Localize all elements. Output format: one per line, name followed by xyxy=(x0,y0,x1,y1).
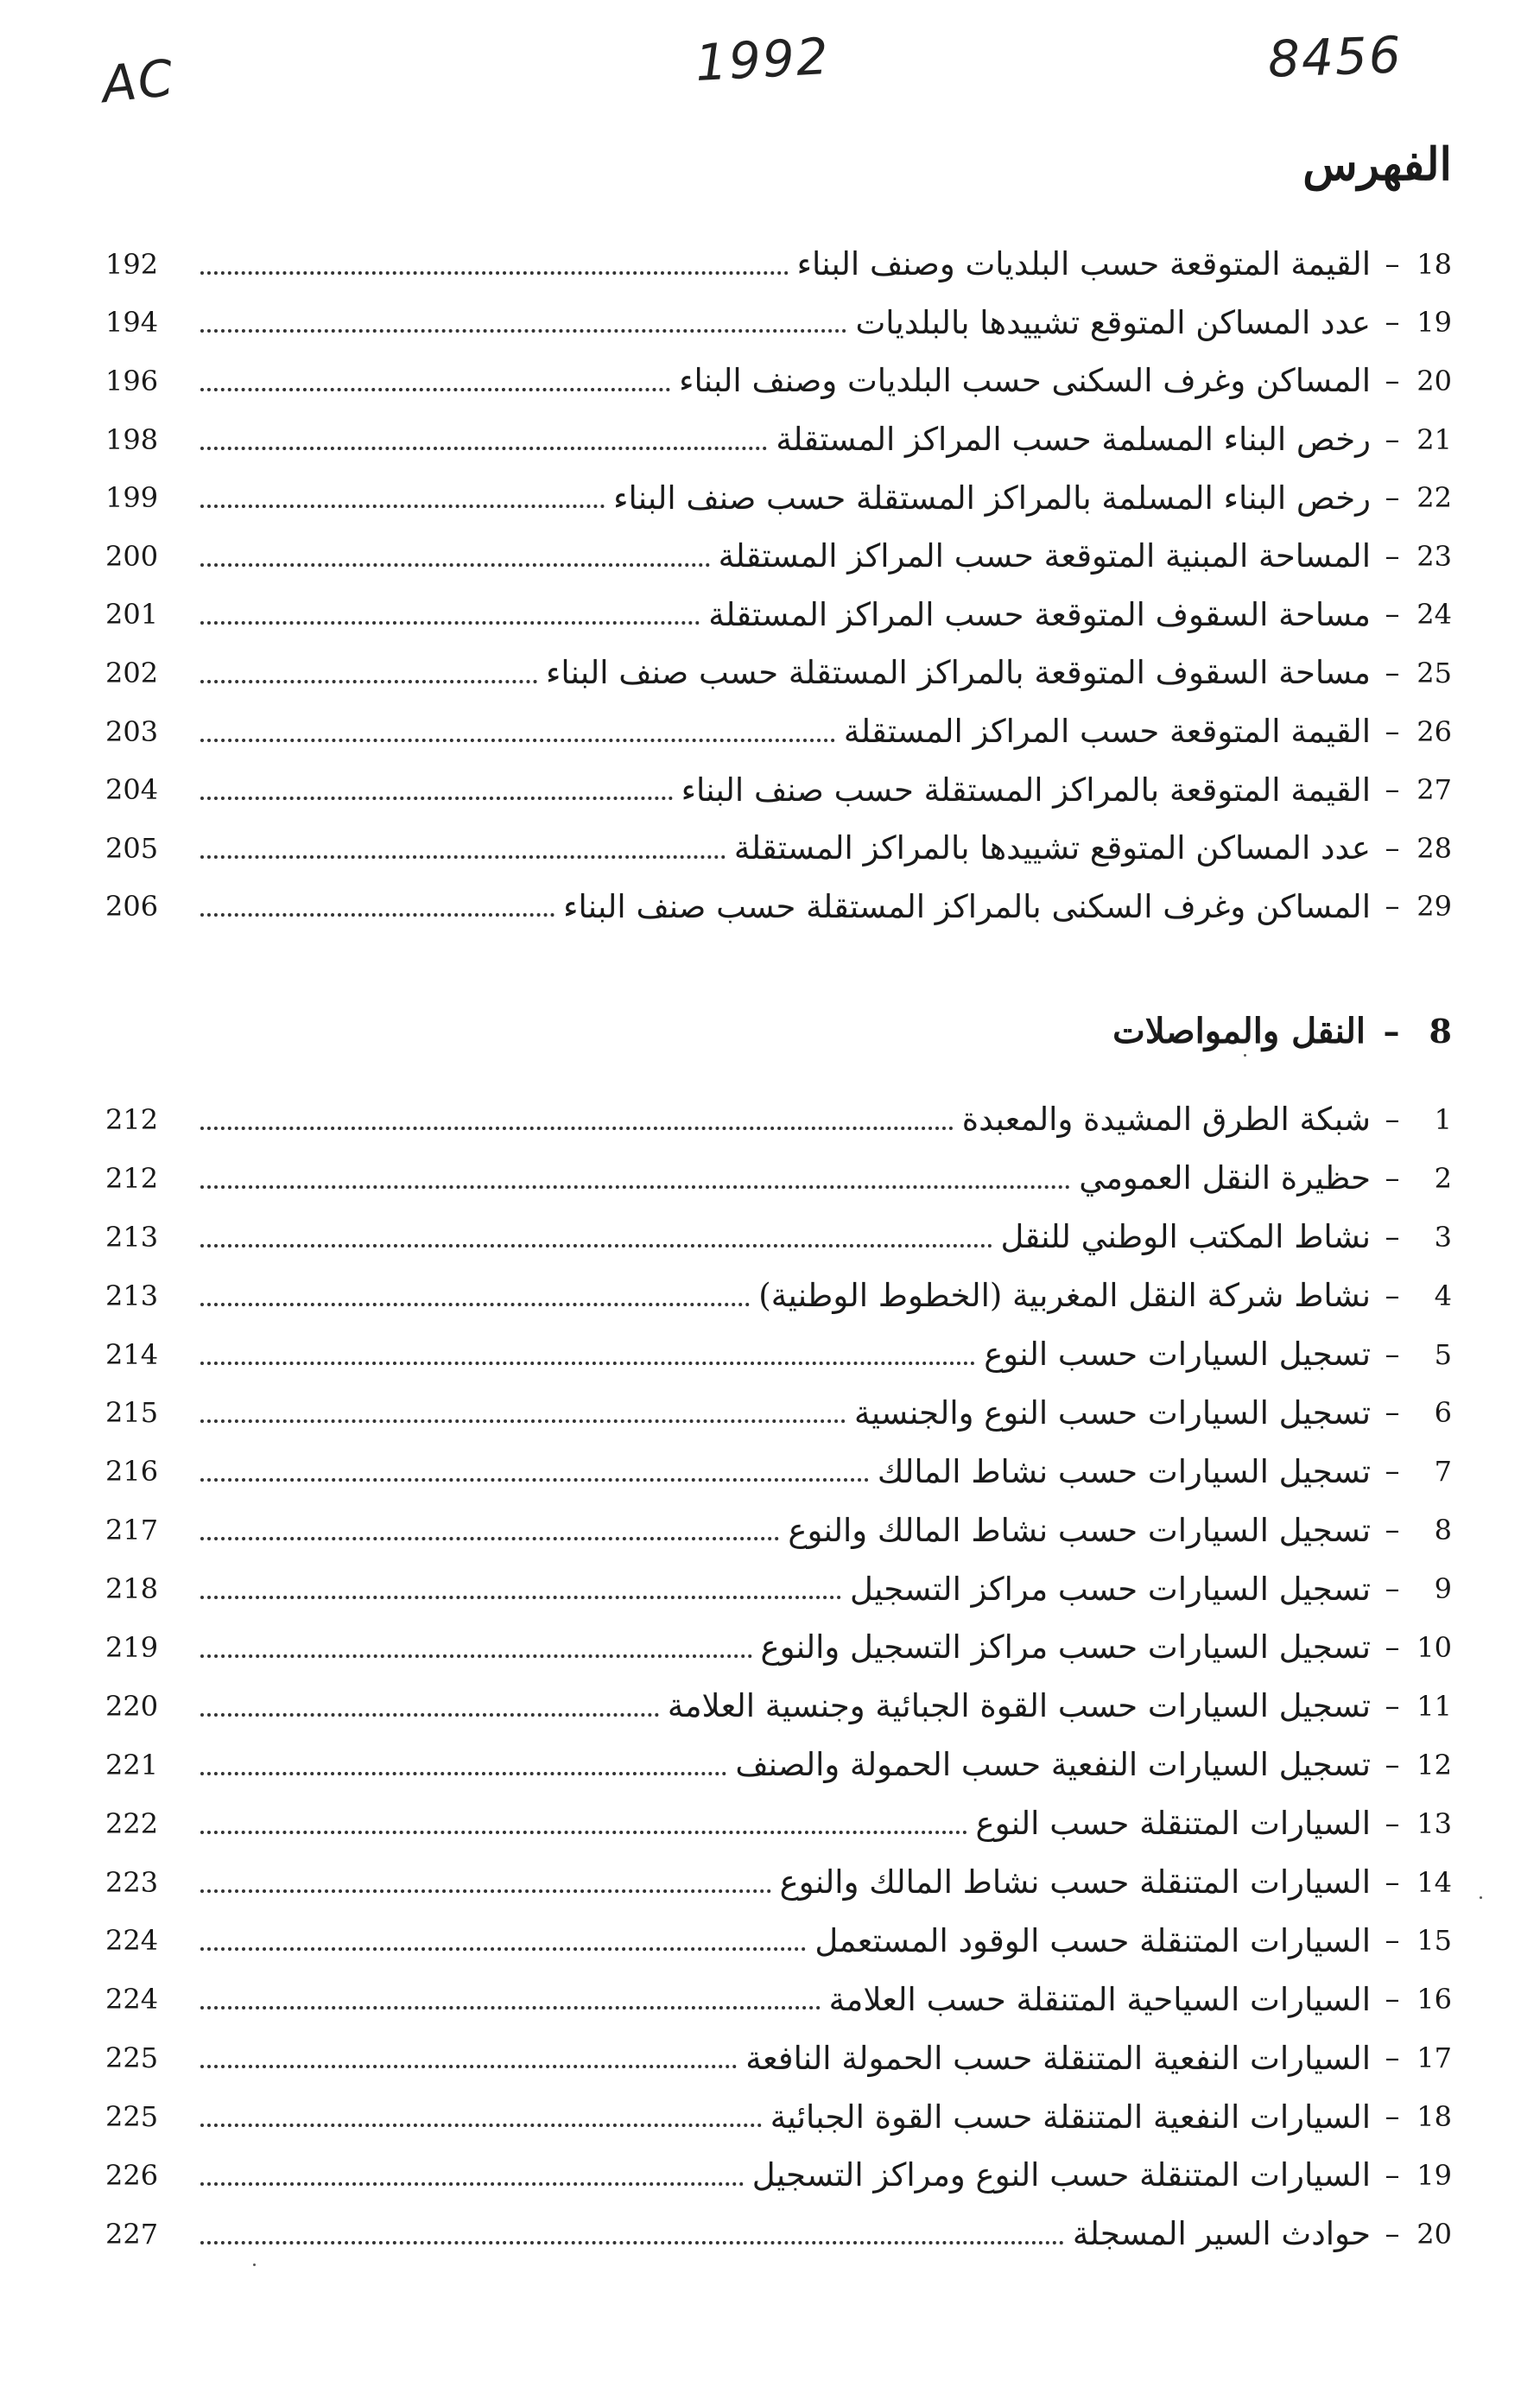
dot-leader xyxy=(200,2006,821,2010)
toc-entry xyxy=(105,1970,1452,2029)
dot-leader xyxy=(200,1419,846,1423)
entry-page-number: 226 xyxy=(105,2158,159,2192)
toc-entry xyxy=(105,352,1452,410)
entry-dash: – xyxy=(1385,2157,1400,2193)
entry-number: 18 xyxy=(1416,247,1452,281)
dot-leader xyxy=(200,2124,762,2127)
dot-leader xyxy=(200,680,537,683)
entry-title: تسجيل السيارات حسب النوع xyxy=(984,1336,1371,1373)
entry-dash: – xyxy=(1385,1513,1400,1548)
dot-leader xyxy=(200,1362,975,1365)
toc-entry xyxy=(105,1267,1452,1325)
entry-title: شبكة الطرق المشيدة والمعبدة xyxy=(961,1101,1371,1139)
entry-number: 21 xyxy=(1416,422,1452,456)
dot-leader xyxy=(200,2182,744,2186)
entry-title: تسجيل السيارات حسب مراكز التسجيل xyxy=(850,1570,1371,1608)
entry-title: القيمة المتوقعة بالمراكز المستقلة حسب صنف البناء xyxy=(681,771,1371,809)
entry-page-number: 202 xyxy=(105,656,159,689)
entry-title: السيارات النفعية المتنقلة حسب القوة الجبائية xyxy=(770,2098,1371,2136)
dot-leader xyxy=(200,1127,954,1130)
toc-entry xyxy=(105,819,1452,878)
entry-page-number: 212 xyxy=(105,1161,159,1195)
entry-page-number: 223 xyxy=(105,1865,159,1899)
entry-title: تسجيل السيارات حسب مراكز التسجيل والنوع xyxy=(760,1629,1371,1667)
entry-page-number: 205 xyxy=(105,831,159,865)
entry-dash: – xyxy=(1385,1982,1400,2017)
toc-entry xyxy=(105,702,1452,761)
entry-number: 19 xyxy=(1416,2158,1452,2192)
entry-page-number: 201 xyxy=(105,598,159,632)
entry-page-number: 215 xyxy=(105,1396,159,1430)
entry-number: 6 xyxy=(1434,1396,1452,1430)
entry-number: 7 xyxy=(1434,1455,1452,1489)
entry-title: تسجيل السيارات حسب نشاط المالك xyxy=(877,1452,1371,1490)
dot-leader xyxy=(200,1713,659,1717)
toc-entry xyxy=(105,1736,1452,1794)
dot-leader xyxy=(200,505,605,508)
entry-number: 13 xyxy=(1416,1806,1452,1840)
entry-dash: – xyxy=(1385,1278,1400,1313)
entry-dash: – xyxy=(1385,1629,1400,1665)
entry-title: نشاط المكتب الوطني للنقل xyxy=(1000,1218,1371,1256)
section-8-dash: – xyxy=(1383,1012,1400,1051)
entry-number: 19 xyxy=(1416,306,1452,340)
entry-page-number: 221 xyxy=(105,1748,159,1781)
toc-entry xyxy=(105,1559,1452,1618)
entry-title: نشاط شركة النقل المغربية (الخطوط الوطنية) xyxy=(758,1277,1371,1315)
dot-leader xyxy=(200,1537,779,1540)
section-8-heading xyxy=(1112,1011,1452,1051)
toc-entry xyxy=(105,586,1452,644)
handwritten-note-right: 8456 xyxy=(1266,25,1404,89)
entry-title: عدد المساكن المتوقع تشييدها بالمراكز المستقلة xyxy=(733,829,1371,867)
entry-dash: – xyxy=(1385,363,1400,398)
entry-title: مساحة السقوف المتوقعة حسب المراكز المستقلة xyxy=(708,595,1371,633)
entry-page-number: 217 xyxy=(105,1514,159,1547)
entry-dash: – xyxy=(1385,305,1400,340)
dot-leader xyxy=(200,1185,1070,1189)
handwritten-note-center: 1992 xyxy=(694,26,832,93)
toc-entry xyxy=(105,1442,1452,1501)
entry-dash: – xyxy=(1385,2216,1400,2251)
entry-page-number: 219 xyxy=(105,1630,159,1664)
entry-title: السيارات المتنقلة حسب نشاط المالك والنوع xyxy=(779,1863,1371,1902)
toc-list-section-7 xyxy=(105,235,1452,936)
entry-title: تسجيل السيارات النفعية حسب الحمولة والصنف xyxy=(735,1746,1371,1784)
entry-number: 15 xyxy=(1416,1924,1452,1958)
entry-page-number: 213 xyxy=(105,1279,159,1312)
toc-entry xyxy=(105,527,1452,586)
entry-number: 20 xyxy=(1416,364,1452,397)
entry-page-number: 224 xyxy=(105,1924,159,1958)
section-8-title: النقل والمواصلات xyxy=(1112,1011,1366,1051)
entry-number: 11 xyxy=(1416,1689,1452,1723)
toc-entry xyxy=(105,1149,1452,1208)
entry-number: 1 xyxy=(1434,1102,1452,1136)
toc-entry xyxy=(105,1501,1452,1559)
toc-entry xyxy=(105,2205,1452,2263)
entry-dash: – xyxy=(1385,538,1400,574)
entry-dash: – xyxy=(1385,1454,1400,1489)
toc-entry xyxy=(105,644,1452,702)
entry-page-number: 225 xyxy=(105,2041,159,2075)
entry-number: 26 xyxy=(1416,714,1452,748)
toc-entry xyxy=(105,1677,1452,1736)
toc-entry xyxy=(105,760,1452,819)
entry-number: 22 xyxy=(1416,481,1452,515)
entry-title: عدد المساكن المتوقع تشييدها بالبلديات xyxy=(855,303,1371,341)
entry-dash: – xyxy=(1385,714,1400,749)
entry-dash: – xyxy=(1385,1571,1400,1607)
entry-number: 17 xyxy=(1416,2041,1452,2075)
dot-leader xyxy=(200,2065,737,2068)
dot-leader xyxy=(200,1831,967,1834)
entry-page-number: 224 xyxy=(105,1983,159,2016)
entry-number: 5 xyxy=(1434,1337,1452,1371)
entry-dash: – xyxy=(1385,1337,1400,1372)
scan-speck xyxy=(1244,1054,1246,1057)
entry-dash: – xyxy=(1385,1395,1400,1431)
dot-leader xyxy=(200,1947,806,1951)
entry-dash: – xyxy=(1385,1864,1400,1900)
entry-number: 16 xyxy=(1416,1983,1452,2016)
entry-dash: – xyxy=(1385,597,1400,632)
entry-title: السيارات المتنقلة حسب النوع xyxy=(975,1805,1371,1843)
entry-page-number: 225 xyxy=(105,2100,159,2134)
entry-number: 27 xyxy=(1416,773,1452,807)
entry-dash: – xyxy=(1385,1219,1400,1254)
entry-title: القيمة المتوقعة حسب البلديات وصنف البناء xyxy=(796,245,1371,283)
entry-number: 10 xyxy=(1416,1630,1452,1664)
dot-leader xyxy=(200,388,670,391)
entry-number: 8 xyxy=(1434,1514,1452,1547)
dot-leader xyxy=(200,2241,1064,2244)
entry-dash: – xyxy=(1385,889,1400,924)
toc-entry xyxy=(105,2029,1452,2087)
entry-page-number: 192 xyxy=(105,247,159,281)
entry-title: السيارات المتنقلة حسب الوقود المستعمل xyxy=(814,1921,1371,1959)
dot-leader xyxy=(200,563,710,567)
entry-number: 29 xyxy=(1416,890,1452,924)
entry-number: 24 xyxy=(1416,598,1452,632)
dot-leader xyxy=(200,1654,752,1658)
entry-dash: – xyxy=(1385,1806,1400,1841)
entry-title: حظيرة النقل العمومي xyxy=(1079,1159,1371,1197)
entry-page-number: 194 xyxy=(105,306,159,340)
entry-number: 20 xyxy=(1416,2217,1452,2251)
entry-number: 25 xyxy=(1416,656,1452,689)
entry-dash: – xyxy=(1385,2041,1400,2076)
entry-number: 3 xyxy=(1434,1220,1452,1254)
toc-entry xyxy=(105,468,1452,527)
entry-title: السيارات النفعية المتنقلة حسب الحمولة النافعة xyxy=(745,2039,1371,2077)
entry-page-number: 227 xyxy=(105,2217,159,2251)
dot-leader xyxy=(200,1889,771,1893)
dot-leader xyxy=(200,913,555,917)
entry-dash: – xyxy=(1385,1160,1400,1196)
scan-speck xyxy=(1480,1896,1482,1899)
entry-title: مساحة السقوف المتوقعة بالمراكز المستقلة حسب صنف البناء xyxy=(545,654,1371,692)
entry-page-number: 203 xyxy=(105,714,159,748)
entry-page-number: 214 xyxy=(105,1337,159,1371)
entry-page-number: 218 xyxy=(105,1572,159,1606)
entry-page-number: 204 xyxy=(105,773,159,807)
entry-page-number: 200 xyxy=(105,539,159,573)
entry-title: رخص البناء المسلمة حسب المراكز المستقلة xyxy=(776,421,1371,459)
handwritten-note-left: AC xyxy=(98,48,178,115)
entry-page-number: 216 xyxy=(105,1455,159,1489)
entry-title: تسجيل السيارات حسب النوع والجنسية xyxy=(854,1394,1371,1432)
entry-dash: – xyxy=(1385,772,1400,808)
entry-dash: – xyxy=(1385,422,1400,457)
dot-leader xyxy=(200,739,835,742)
toc-entry xyxy=(105,294,1452,352)
entry-dash: – xyxy=(1385,655,1400,690)
entry-page-number: 212 xyxy=(105,1102,159,1136)
dot-leader xyxy=(200,329,846,333)
toc-entry xyxy=(105,1853,1452,1912)
toc-entry xyxy=(105,1794,1452,1853)
entry-page-number: 213 xyxy=(105,1220,159,1254)
entry-number: 4 xyxy=(1434,1279,1452,1312)
toc-entry xyxy=(105,1325,1452,1384)
entry-title: السيارات السياحية المتنقلة حسب العلامة xyxy=(828,1980,1371,2018)
dot-leader xyxy=(200,1244,992,1248)
toc-entry xyxy=(105,1208,1452,1267)
toc-entry xyxy=(105,235,1452,294)
entry-number: 14 xyxy=(1416,1865,1452,1899)
dot-leader xyxy=(200,621,700,625)
entry-title: حوادث السير المسجلة xyxy=(1072,2215,1371,2253)
toc-entry xyxy=(105,1911,1452,1970)
toc-entry xyxy=(105,878,1452,937)
dot-leader xyxy=(200,1478,869,1482)
entry-title: المساكن وغرف السكنى حسب البلديات وصنف البناء xyxy=(679,362,1371,400)
entry-dash: – xyxy=(1385,246,1400,282)
toc-list-section-8 xyxy=(105,1090,1452,2263)
entry-number: 28 xyxy=(1416,831,1452,865)
entry-number: 12 xyxy=(1416,1748,1452,1781)
dot-leader xyxy=(200,855,726,859)
entry-number: 18 xyxy=(1416,2100,1452,2134)
entry-page-number: 196 xyxy=(105,364,159,397)
entry-title: المساحة المبنية المتوقعة حسب المراكز المستقلة xyxy=(718,537,1371,575)
entry-dash: – xyxy=(1385,480,1400,516)
entry-title: تسجيل السيارات حسب القوة الجبائية وجنسية العلامة xyxy=(667,1687,1371,1725)
toc-entry xyxy=(105,1383,1452,1442)
entry-title: السيارات المتنقلة حسب النوع ومراكز التسجيل xyxy=(751,2156,1371,2194)
entry-dash: – xyxy=(1385,1688,1400,1724)
entry-title: رخص البناء المسلمة بالمراكز المستقلة حسب صنف البناء xyxy=(613,479,1371,517)
toc-entry xyxy=(105,2146,1452,2205)
entry-number: 23 xyxy=(1416,539,1452,573)
toc-entry xyxy=(105,2087,1452,2146)
toc-entry xyxy=(105,1090,1452,1149)
dot-leader xyxy=(200,797,673,800)
entry-page-number: 199 xyxy=(105,481,159,515)
dot-leader xyxy=(200,1596,841,1599)
entry-dash: – xyxy=(1385,830,1400,866)
entry-page-number: 222 xyxy=(105,1806,159,1840)
toc-entry xyxy=(105,410,1452,469)
dot-leader xyxy=(200,447,767,450)
entry-dash: – xyxy=(1385,2099,1400,2135)
dot-leader xyxy=(200,1772,726,1775)
entry-number: 2 xyxy=(1434,1161,1452,1195)
dot-leader xyxy=(200,271,789,275)
entry-title: القيمة المتوقعة حسب المراكز المستقلة xyxy=(843,713,1371,751)
entry-page-number: 198 xyxy=(105,422,159,456)
dot-leader xyxy=(200,1303,750,1306)
entry-page-number: 206 xyxy=(105,890,159,924)
entry-title: المساكن وغرف السكنى بالمراكز المستقلة حسب صنف البناء xyxy=(563,887,1371,925)
entry-page-number: 220 xyxy=(105,1689,159,1723)
entry-title: تسجيل السيارات حسب نشاط المالك والنوع xyxy=(788,1511,1371,1549)
section-8-number: 8 xyxy=(1429,1012,1452,1051)
scan-speck xyxy=(253,2263,256,2266)
page-title: الفهرس xyxy=(1302,138,1452,191)
entry-dash: – xyxy=(1385,1747,1400,1782)
entry-number: 9 xyxy=(1434,1572,1452,1606)
entry-dash: – xyxy=(1385,1102,1400,1137)
entry-dash: – xyxy=(1385,1923,1400,1959)
toc-entry xyxy=(105,1618,1452,1677)
